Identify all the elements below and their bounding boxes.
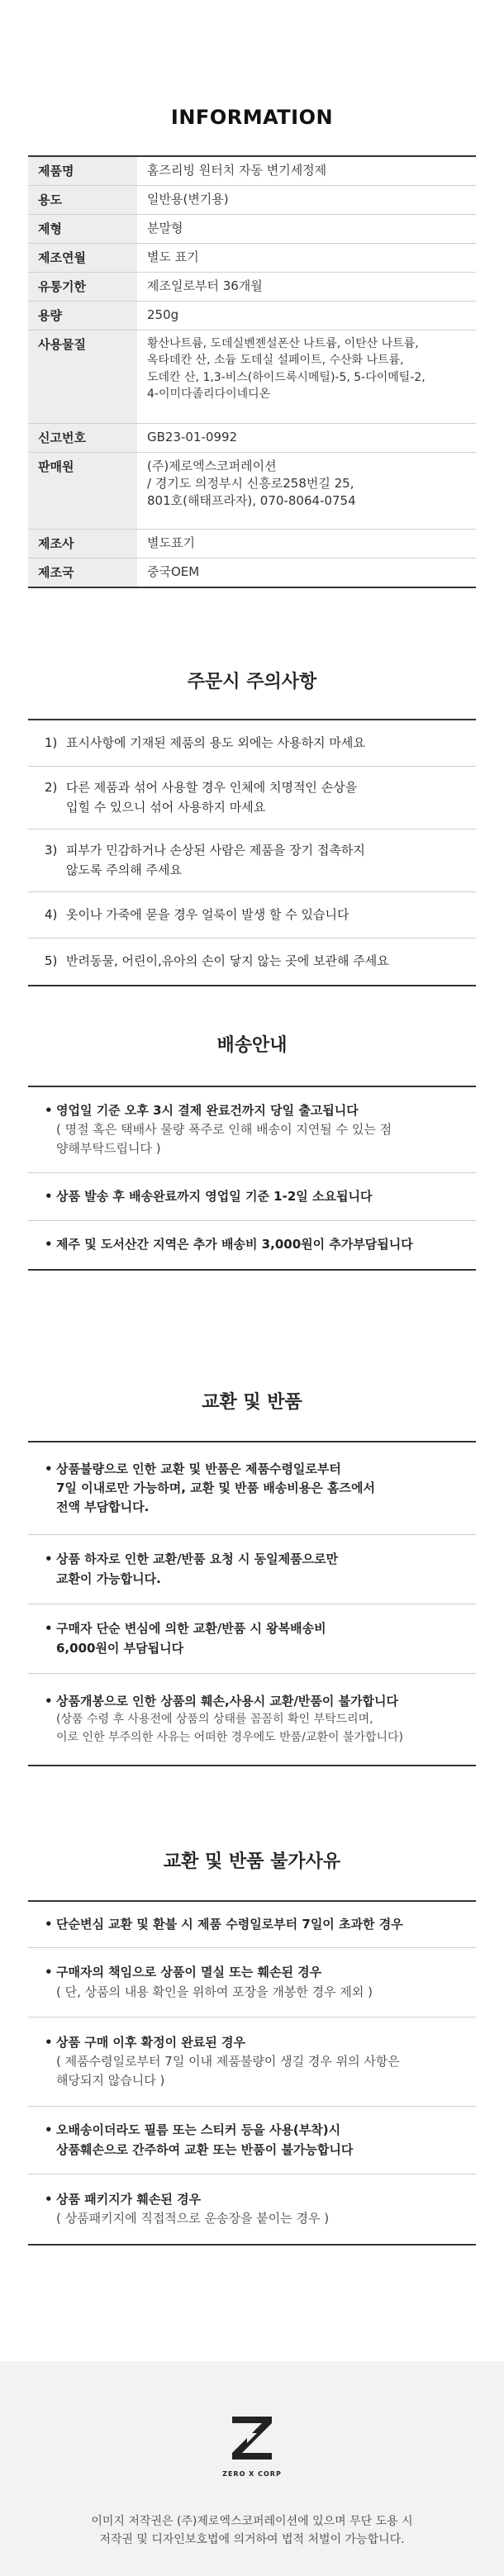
- info-key: 용도: [28, 186, 137, 214]
- list-item: [28, 720, 476, 767]
- info-row-capacity: [28, 302, 476, 330]
- list-item: [28, 1902, 476, 1948]
- list-item: [28, 1535, 476, 1604]
- bullet-icon: •: [45, 1621, 53, 1637]
- item-main-text: 제주 및 도서산간 지역은 추가 배송비 3,000원이 추가부담됩니다: [56, 1237, 413, 1252]
- exchange-title: 교환 및 반품: [202, 1392, 302, 1413]
- item-number: 5): [45, 953, 58, 969]
- bullet-icon: •: [45, 1552, 53, 1567]
- item-main-text: 상품불량으로 인한 교환 및 반품은 제품수령일로부터 7일 이내로만 가능하며, 교환 및 반품 배송비용은 홈즈에서 전액 부담합니다.: [56, 1461, 375, 1515]
- list-item: [28, 1948, 476, 2018]
- list-item: [28, 1087, 476, 1173]
- item-main-text: 오배송이더라도 필름 또는 스티커 등을 사용(부착)시 상품훼손으로 간주하여 교환 또는 반품이 불가능합니다: [56, 2122, 354, 2157]
- info-value: 일반용(변기용): [147, 192, 229, 207]
- info-key: 제조국: [28, 558, 137, 587]
- list-item: [28, 1442, 476, 1535]
- info-key: 제형: [28, 215, 137, 243]
- info-key: 신고번호: [28, 424, 137, 452]
- bullet-icon: •: [45, 2191, 53, 2207]
- item-main-text: 구매자 단순 변심에 의한 교환/반품 시 왕복배송비 6,000원이 부담됩니다: [56, 1621, 326, 1656]
- item-main-text: 상품개봉으로 인한 상품의 훼손,사용시 교환/반품이 불가합니다: [56, 1693, 399, 1709]
- item-number: 4): [45, 906, 58, 922]
- info-row-ingredients: [28, 330, 476, 424]
- bullet-icon: •: [45, 1237, 53, 1252]
- list-item: [28, 1221, 476, 1269]
- info-row-usage: [28, 186, 476, 215]
- info-key: 용량: [28, 302, 137, 330]
- item-sub-text: ( 단, 상품의 내용 확인을 위하여 포장을 개봉한 경우 제외 ): [56, 1984, 373, 1999]
- info-row-expiry: [28, 273, 476, 302]
- item-text: 표시사항에 기재된 제품의 용도 외에는 사용하지 마세요: [66, 734, 365, 750]
- bullet-icon: •: [45, 1916, 53, 1932]
- caution-title: 주문시 주의사항: [187, 672, 317, 692]
- list-item: [28, 1604, 476, 1674]
- item-main-text: 상품 발송 후 배송완료까지 영업일 기준 1-2일 소요됩니다: [56, 1188, 373, 1204]
- item-main-text: 영업일 기준 오후 3시 결제 완료건까지 당일 출고됩니다: [56, 1102, 359, 1118]
- item-sub-text: ( 상품패키지에 직접적으로 운송장을 붙이는 경우 ): [56, 2211, 330, 2226]
- list-item: [28, 829, 476, 892]
- info-row-maker: [28, 530, 476, 558]
- item-sub-text: ( 명절 혹은 택배사 물량 폭주로 인해 배송이 지연될 수 있는 점 양해부탁드립니다 ): [56, 1121, 392, 1157]
- info-key: 사용물질: [28, 330, 137, 423]
- info-key: 유통기한: [28, 273, 137, 301]
- bullet-icon: •: [45, 1461, 53, 1476]
- bullet-icon: •: [45, 1965, 53, 1980]
- item-main-text: 상품 구매 이후 확정이 완료된 경우: [56, 2034, 245, 2050]
- info-value: 중국OEM: [147, 564, 200, 579]
- info-key: 제조연월: [28, 244, 137, 272]
- info-key: 제품명: [28, 157, 137, 185]
- list-item: [28, 2018, 476, 2107]
- info-value: 홈즈리빙 원터치 자동 변기세정제: [147, 163, 327, 178]
- info-row-report-number: [28, 424, 476, 453]
- info-value: 제조일로부터 36개월: [147, 278, 263, 293]
- info-value: (주)제로엑스코퍼레이션 / 경기도 의정부시 신흥로258번길 25, 801호(해태프라자), 070-8064-0754: [147, 459, 356, 508]
- list-item: [28, 892, 476, 939]
- item-main-text: 상품 패키지가 훼손된 경우: [56, 2191, 202, 2207]
- info-row-form: [28, 215, 476, 244]
- list-item: [28, 939, 476, 985]
- bullet-icon: •: [45, 1188, 53, 1204]
- item-sub-text: ( 제품수령일로부터 7일 이내 제품불량이 생길 경우 위의 사항은 해당되지 않습니다 ): [56, 2053, 400, 2089]
- bullet-icon: •: [45, 1102, 53, 1118]
- info-value: 분말형: [147, 221, 183, 235]
- item-main-text: 상품 하자로 인한 교환/반품 요청 시 동일제품으로만 교환이 가능합니다.: [56, 1552, 339, 1586]
- item-number: 1): [45, 734, 58, 750]
- info-value: 250g: [147, 307, 179, 322]
- item-number: 2): [45, 780, 58, 796]
- no-return-list: [28, 1900, 476, 2246]
- item-text: 반려동물, 어린이,유아의 손이 닿지 않는 곳에 보관해 주세요: [66, 953, 389, 969]
- item-main-text: 구매자의 책임으로 상품이 멸실 또는 훼손된 경우: [56, 1965, 322, 1980]
- info-row-manufactured: [28, 244, 476, 273]
- info-value: 별도표기: [147, 535, 195, 550]
- list-item: [28, 1173, 476, 1221]
- caution-list: [28, 719, 476, 986]
- item-text: 옷이나 가죽에 묻을 경우 얼룩이 발생 할 수 있습니다: [66, 906, 349, 922]
- shipping-list: [28, 1086, 476, 1271]
- info-row-country: [28, 558, 476, 587]
- zero-x-corp-logo-icon: [231, 2415, 273, 2466]
- info-value: 황산나트륨, 도데실벤젠설폰산 나트륨, 이탄산 나트륨, 옥타데칸 산, 소듐 도데실 설페이트, 수산화 나트륨, 도데칸 산, 1,3-비스(하이드록시메틸)-5, 5-다이메틸-2, 4-이미다졸리다이네디온: [147, 337, 426, 401]
- list-item: [28, 2107, 476, 2174]
- bullet-icon: •: [45, 2034, 53, 2050]
- item-text: 다른 제품과 섞어 사용할 경우 인체에 치명적인 손상을 입힐 수 있으니 섞어 사용하지 마세요: [66, 780, 358, 815]
- exchange-list: [28, 1441, 476, 1766]
- item-number: 3): [45, 843, 58, 858]
- bullet-icon: •: [45, 2122, 53, 2138]
- item-sub-text: (상품 수령 후 사용전에 상품의 상태를 꼼꼼히 확인 부탁드리며, 이로 인한 부주의한 사유는 어떠한 경우에도 반품/교환이 불가합니다): [56, 1712, 404, 1744]
- information-table: [28, 155, 476, 588]
- list-item: [28, 2174, 476, 2244]
- info-key: 판매원: [28, 453, 137, 529]
- list-item: [28, 767, 476, 829]
- logo-text: ZERO X CORP: [222, 2470, 282, 2478]
- no-return-title: 교환 및 반품 불가사유: [163, 1851, 341, 1872]
- information-title: INFORMATION: [170, 106, 334, 129]
- info-row-name: [28, 157, 476, 186]
- shipping-title: 배송안내: [216, 1035, 288, 1056]
- list-item: [28, 1674, 476, 1765]
- bullet-icon: •: [45, 1693, 53, 1709]
- info-row-seller: [28, 453, 476, 530]
- info-key: 제조사: [28, 530, 137, 558]
- copyright-notice: 이미지 저작권은 (주)제로엑스코퍼레이션에 있으며 무단 도용 시 저작권 및 디자인보호법에 의거하여 법적 처벌이 가능합니다.: [91, 2515, 413, 2547]
- item-main-text: 단순변심 교환 및 환불 시 제품 수령일로부터 7일이 초과한 경우: [56, 1916, 403, 1932]
- item-text: 피부가 민감하거나 손상된 사람은 제품을 장기 접촉하지 않도록 주의해 주세요: [66, 843, 365, 877]
- info-value: 별도 표기: [147, 250, 199, 264]
- info-value: GB23-01-0992: [147, 430, 238, 444]
